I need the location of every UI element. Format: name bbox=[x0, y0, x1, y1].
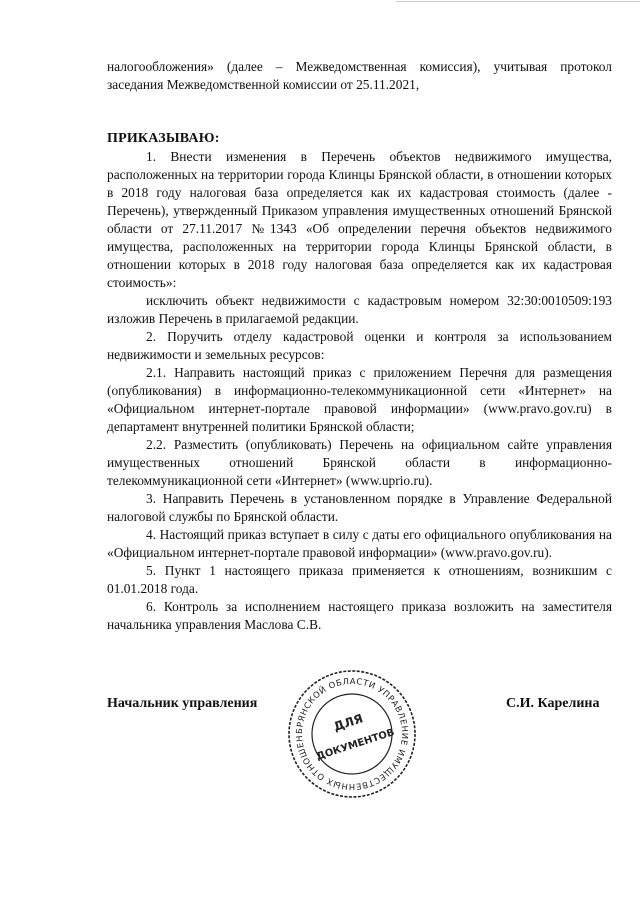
item-2-2: 2.2. Разместить (опубликовать) Перечень на официальном сайте управления имущественных отношений Брянской области в информационно-телекоммуникационной сети «Интернет» (www.uprio.ru). bbox=[107, 437, 612, 488]
item-4: 4. Настоящий приказ вступает в силу с даты его официального опубликования на «Официальном интернет-портале правовой информации» (www.pravo.gov.ru). bbox=[107, 527, 612, 560]
official-stamp bbox=[286, 668, 418, 800]
stamp-center-top: ДЛЯ bbox=[331, 711, 365, 734]
spacer bbox=[107, 94, 612, 130]
item-3: 3. Направить Перечень в установленном порядке в Управление Федеральной налоговой службы по Брянской области. bbox=[107, 491, 612, 524]
signature-name: С.И. Карелина bbox=[506, 696, 600, 711]
item-6: 6. Контроль за исполнением настоящего приказа возложить на заместителя начальника управления Маслова С.В. bbox=[107, 599, 612, 632]
document-body bbox=[107, 58, 612, 634]
item-1: 1. Внести изменения в Перечень объектов недвижимого имущества, расположенных на территории города Клинцы Брянской области, в отношении которых в 2018 году налоговая база определяется как их кадастровая стоимость (далее - Перечень), утвержденный Приказом управления имущественных отношений Брянской области от 27.11.2017 №1343 «Об определении перечня объектов недвижимого имущества, расположенных на территории города Клинцы Брянской области, в отношении которых в 2018 году налоговая база определяется как их кадастровая стоимость»: bbox=[107, 149, 612, 290]
stamp-graphic bbox=[286, 668, 418, 800]
top-rule bbox=[396, 1, 640, 2]
item-5: 5. Пункт 1 настоящего приказа применяется к отношениям, возникшим с 01.01.2018 года. bbox=[107, 563, 612, 596]
item-2: 2. Поручить отделу кадастровой оценки и контроля за использованием недвижимости и земельных ресурсов: bbox=[107, 329, 612, 362]
stamp-outer-ring bbox=[289, 671, 415, 797]
signature-position: Начальник управления bbox=[107, 696, 258, 711]
intro-paragraph: налогообложения» (далее – Межведомственная комиссия), учитывая протокол заседания Межведомственной комиссии от 25.11.2021, bbox=[107, 59, 612, 92]
item-2-1: 2.1. Направить настоящий приказ с приложением Перечня для размещения (опубликования) в информационно-телекоммуникационной сети «Интернет» на «Официальном интернет-портале правовой информации» (www.pravo.gov.ru) в департамент внутренней политики Брянской области; bbox=[107, 365, 612, 434]
item-1-exclusion: исключить объект недвижимости с кадастровым номером 32:30:0010509:193 изложив Перечень в прилагаемой редакции. bbox=[107, 293, 612, 326]
stamp-outer-text: БРЯНСКОЙ ОБЛАСТИ УПРАВЛЕНИЕ ИМУЩЕСТВЕННЫХ ОТНОШЕН bbox=[293, 675, 411, 793]
order-title: ПРИКАЗЫВАЮ: bbox=[107, 131, 220, 146]
stamp-center-bottom: ДОКУМЕНТОВ bbox=[315, 727, 396, 763]
